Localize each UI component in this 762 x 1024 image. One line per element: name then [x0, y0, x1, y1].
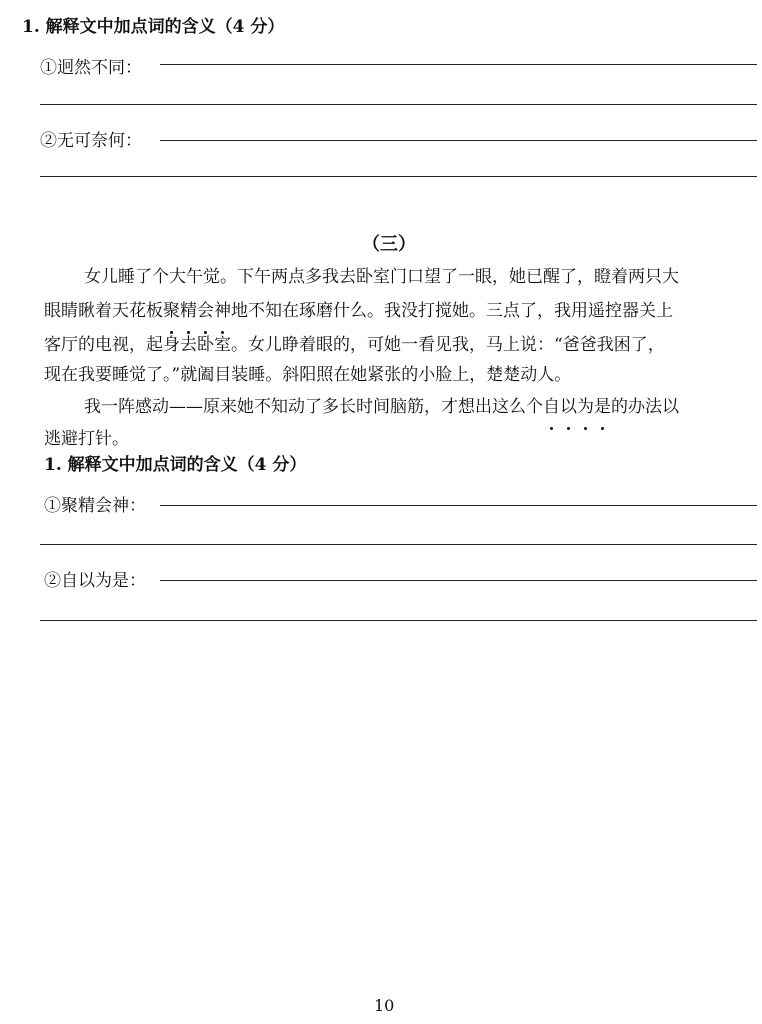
dotted-char: 精: [180, 294, 197, 328]
answer-line-3a[interactable]: [160, 505, 757, 506]
dotted-char: 为: [577, 390, 594, 424]
passage-text: 的办法以: [611, 397, 679, 417]
question-heading-2: 1. 解释文中加点词的含义（4 分）: [44, 455, 307, 475]
section-title: （三）: [362, 234, 416, 255]
passage-text: 眼睛瞅着天花板: [44, 301, 163, 321]
answer-label-4: ②自以为是：: [44, 571, 146, 591]
dotted-char: 聚: [163, 294, 180, 328]
answer-label-1: ①迥然不同：: [40, 58, 142, 78]
passage-line: [84, 390, 679, 424]
answer-line-3b[interactable]: [40, 544, 757, 545]
dotted-char: 自: [543, 390, 560, 424]
passage-line: 客厅的电视，起身去卧室。女儿睁着眼的，可她一看见我，马上说：“爸爸我困了，: [44, 335, 665, 355]
answer-line-1a[interactable]: [160, 64, 757, 65]
passage-line: [44, 294, 673, 328]
page-number: 10: [374, 996, 395, 1015]
passage-line: 逃避打针。: [44, 429, 129, 449]
passage-line: 现在我要睡觉了。”就阖目装睡。斜阳照在她紧张的小脸上，楚楚动人。: [44, 365, 572, 385]
passage-text: 地不知在琢磨什么。我没打搅她。三点了，我用遥控器关上: [231, 301, 673, 321]
answer-label-2: ②无可奈何：: [40, 131, 142, 151]
answer-line-2b[interactable]: [40, 176, 757, 177]
dotted-char: 是: [594, 390, 611, 424]
dotted-char: 会: [197, 294, 214, 328]
answer-line-4b[interactable]: [40, 620, 757, 621]
passage-line: 女儿睡了个大午觉。下午两点多我去卧室门口望了一眼，她已醒了，瞪着两只大: [84, 267, 679, 287]
dotted-char: 神: [214, 294, 231, 328]
answer-line-4a[interactable]: [160, 580, 757, 581]
answer-label-3: ①聚精会神：: [44, 496, 146, 516]
question-heading-1: 1. 解释文中加点词的含义（4 分）: [22, 17, 285, 37]
dotted-char: 以: [560, 390, 577, 424]
answer-line-1b[interactable]: [40, 104, 757, 105]
passage-text: 我一阵感动——原来她不知动了多长时间脑筋，才想出这么个: [84, 397, 543, 417]
answer-line-2a[interactable]: [160, 140, 757, 141]
